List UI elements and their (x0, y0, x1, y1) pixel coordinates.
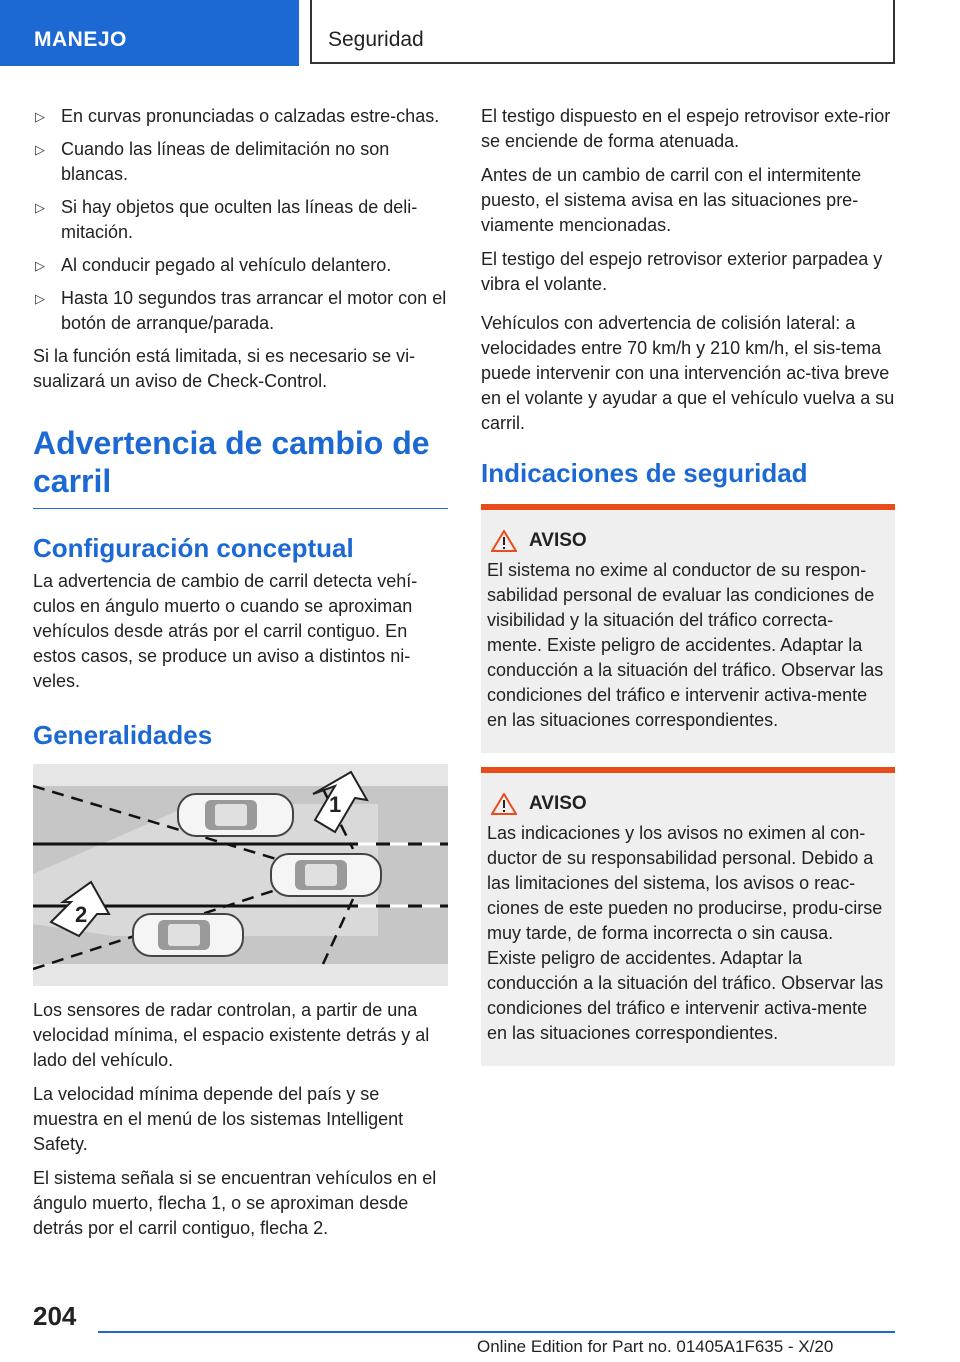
list-item: ▷ Si hay objetos que oculten las líneas de deli-mitación. (35, 197, 418, 242)
chapter-tab[interactable]: Seguridad (310, 0, 895, 64)
car-approaching (133, 914, 243, 956)
section-tab[interactable]: MANEJO (0, 0, 299, 66)
safety-heading: Indicaciones de seguridad (481, 458, 808, 488)
blink-paragraph: El testigo del espejo retrovisor exterior parpadea y vibra el volante. (481, 249, 883, 294)
lane-diagram (33, 764, 448, 986)
list-item: ▷ Al conducir pegado al vehículo delantero. (33, 253, 448, 278)
concept-heading: Configuración conceptual (33, 533, 354, 563)
general-heading: Generalidades (33, 720, 213, 750)
list-item: ▷ Hasta 10 segundos tras arrancar el motor con el botón de arranque/parada. (35, 288, 447, 333)
triangle-bullet-icon: ▷ (35, 258, 45, 273)
warning-title: AVISO (487, 530, 887, 552)
list-item: ▷ Cuando las líneas de delimitación no son blancas. (35, 139, 390, 184)
left-column (33, 104, 448, 1250)
warning-text: El sistema no exime al conductor de su respon-sabilidad personal de evaluar las condiciones de visibilidad y la situación del tráfico correcta-mente. Existe peligro de accidentes. Adaptar la conducción a la situación del tráfico. Observar las condiciones del tráfico e intervenir activa-mente en las situaciones correspondientes. (487, 560, 884, 730)
signal-paragraph: El sistema señala si se encuentran vehículos en el ángulo muerto, flecha 1, o se aproximan desde detrás por el carril contiguo, flecha 2. (33, 1168, 437, 1238)
right-column (481, 104, 895, 1066)
limited-note: Si la función está limitada, si es necesario se vi-sualizará un aviso de Check-Control. (33, 346, 416, 391)
footer-edition: Online Edition for Part no. 01405A1F635 - X/20 (477, 1337, 834, 1356)
side-collision-paragraph: Vehículos con advertencia de colisión lateral: a velocidades entre 70 km/h y 210 km/h, el sis-tema puede intervenir con una intervención ac-tiva breve en el volante y ayudar a que el vehículo vuelva a su carril. (481, 313, 895, 433)
warning-triangle-icon (491, 793, 517, 815)
triangle-bullet-icon: ▷ (35, 200, 45, 215)
limitations-list (33, 104, 448, 336)
radar-paragraph: Los sensores de radar controlan, a partir de una velocidad mínima, el espacio existente detrás y al lado del vehículo. (33, 1000, 430, 1070)
warning-triangle-icon (491, 530, 517, 552)
triangle-bullet-icon: ▷ (35, 109, 45, 124)
svg-text:2: 2 (75, 902, 88, 927)
footer-divider (98, 1331, 895, 1333)
triangle-bullet-icon: ▷ (35, 291, 45, 306)
warning-box (481, 767, 895, 1066)
warning-box (481, 504, 895, 753)
car-own (271, 854, 381, 896)
warning-title: AVISO (487, 793, 887, 815)
car-blind-spot (178, 794, 293, 836)
indicator-paragraph: Antes de un cambio de carril con el intermitente puesto, el sistema avisa en las situaciones pre-viamente mencionadas. (481, 165, 862, 235)
speed-paragraph: La velocidad mínima depende del país y se muestra en el menú de los sistemas Intelligent Safety. (33, 1084, 404, 1154)
list-item: ▷ En curvas pronunciadas o calzadas estre-chas. (33, 104, 448, 129)
concept-text: La advertencia de cambio de carril detecta vehí-culos en ángulo muerto o cuando se aproximan vehículos desde atrás por el carril contiguo. En estos casos, se produce un aviso a distintos ni-veles. (33, 571, 418, 691)
lane-change-figure (33, 764, 448, 986)
warning-text: Las indicaciones y los avisos no eximen al con-ductor de su responsabilidad personal. Debido a las limitaciones del sistema, los avisos o reac-ciones de este pueden no producirse, produ-cirse muy tarde, de forma incorrecta o sin causa. Existe peligro de accidentes. Adaptar la conducción a la situación del tráfico. Observar las condiciones del tráfico e intervenir activa-mente en las situaciones correspondientes. (487, 823, 884, 1043)
page-header (0, 0, 960, 66)
triangle-bullet-icon: ▷ (35, 142, 45, 157)
mirror-paragraph: El testigo dispuesto en el espejo retrovisor exte-rior se enciende de forma atenuada. (481, 106, 891, 151)
page-title: Advertencia de cambio de carril (33, 424, 448, 509)
svg-text:1: 1 (329, 792, 342, 817)
page-number: 204 (33, 1301, 77, 1331)
